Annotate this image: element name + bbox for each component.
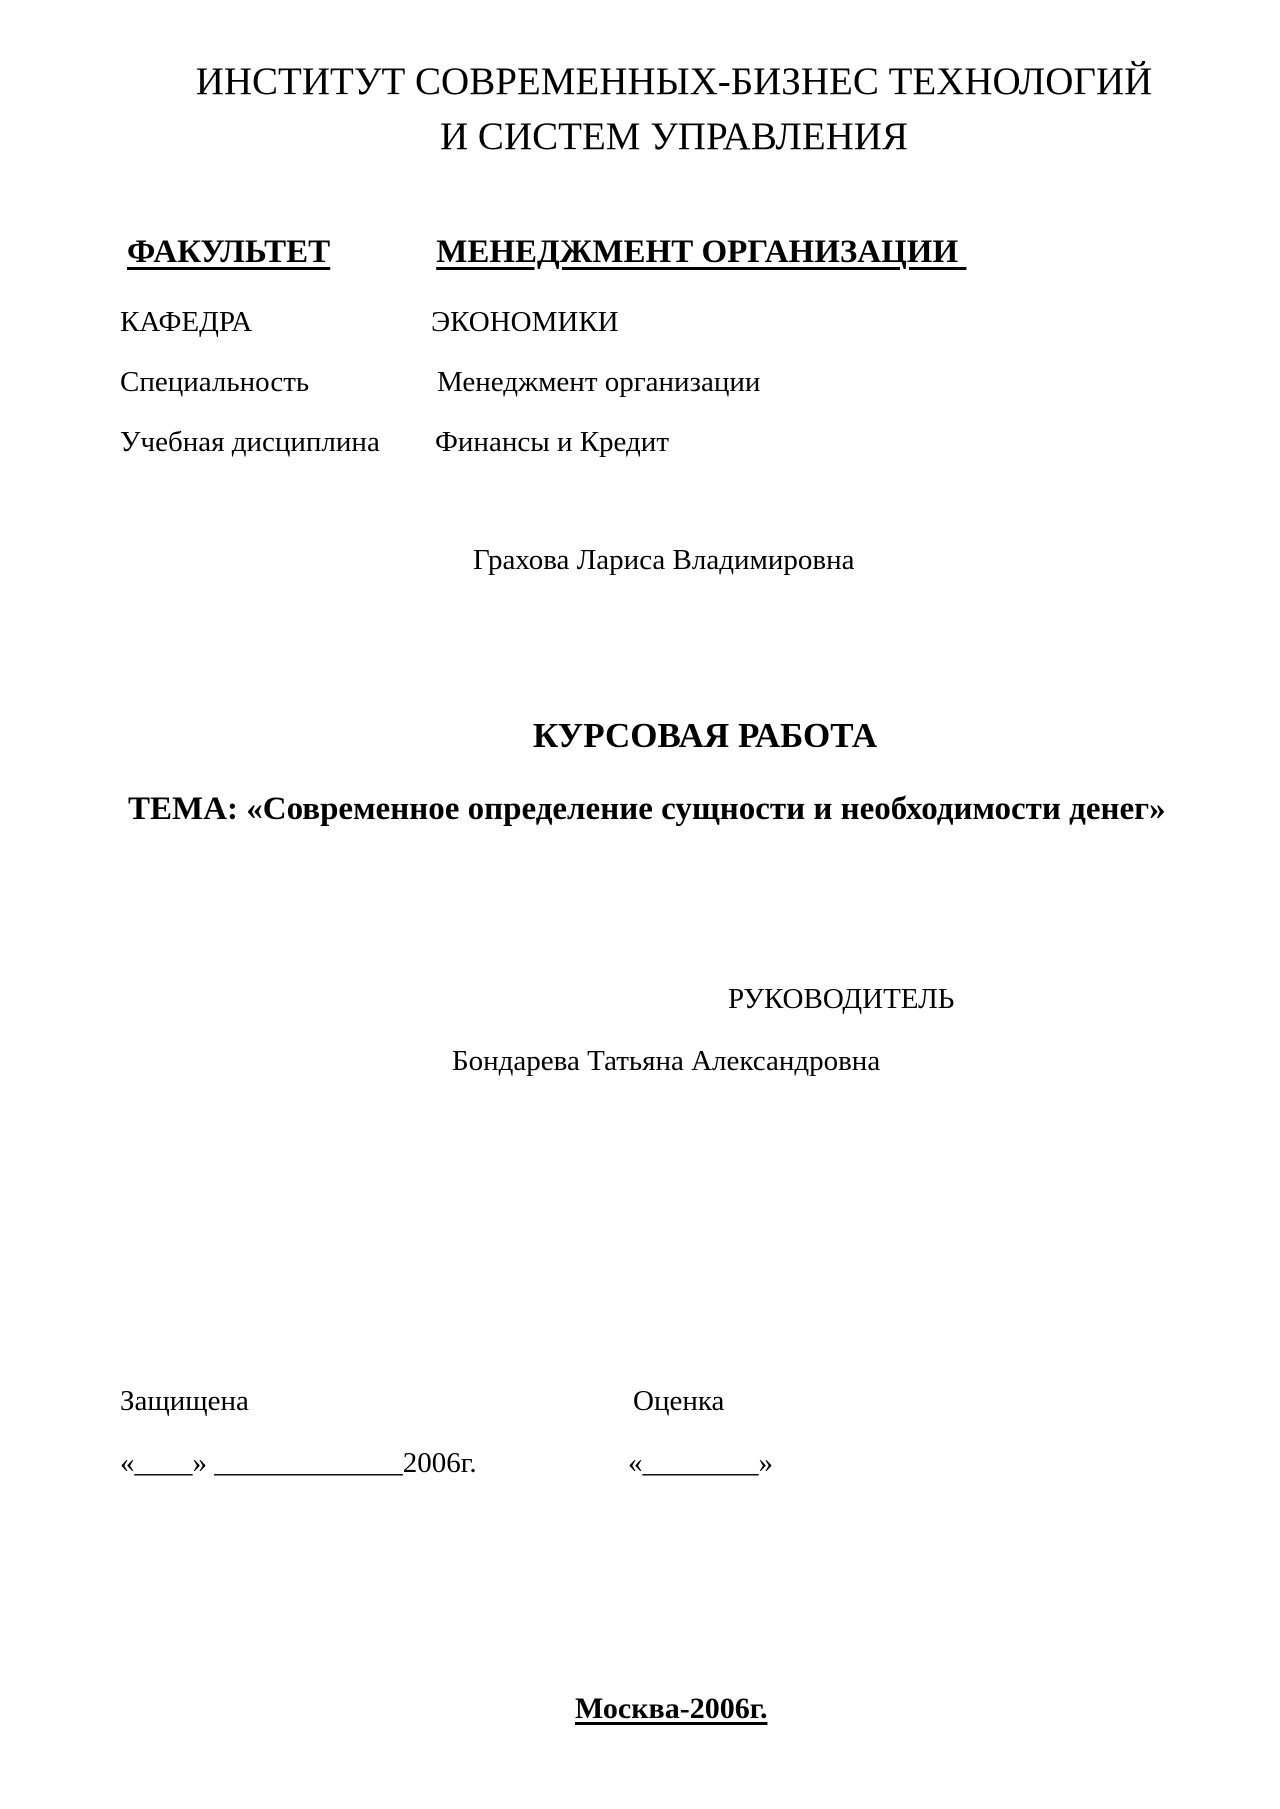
- student-name: Грахова Лариса Владимировна: [473, 544, 855, 576]
- specialty-label: Специальность: [120, 366, 310, 398]
- topic-heading: ТЕМА: «Современное определение сущности и необходимости денег»: [128, 791, 1166, 827]
- discipline-value: Финансы и Кредит: [435, 426, 669, 458]
- grade-line: «________»: [628, 1447, 773, 1479]
- defended-date-line: «____» _____________2006г.: [120, 1447, 477, 1479]
- grade-label: Оценка: [633, 1385, 725, 1417]
- department-value: ЭКОНОМИКИ: [431, 306, 619, 338]
- faculty-label: ФАКУЛЬТЕТ: [127, 234, 331, 270]
- faculty-row: [127, 236, 966, 269]
- institute-name-line2: И СИСТЕМ УПРАВЛЕНИЯ: [440, 115, 908, 158]
- discipline-label: Учебная дисциплина: [120, 426, 380, 458]
- institute-name-line1: ИНСТИТУТ СОВРЕМЕННЫХ-БИЗНЕС ТЕХНОЛОГИЙ: [195, 60, 1153, 103]
- document-type-heading: КУРСОВАЯ РАБОТА: [532, 716, 878, 755]
- supervisor-label: РУКОВОДИТЕЛЬ: [728, 983, 955, 1015]
- department-label: КАФЕДРА: [120, 306, 253, 338]
- city-year: Москва-2006г.: [575, 1692, 768, 1725]
- supervisor-name: Бондарева Татьяна Александровна: [452, 1045, 881, 1077]
- specialty-value: Менеджмент организации: [437, 366, 761, 398]
- defended-label: Защищена: [120, 1385, 249, 1417]
- faculty-value: МЕНЕДЖМЕНТ ОРГАНИЗАЦИИ: [436, 234, 959, 270]
